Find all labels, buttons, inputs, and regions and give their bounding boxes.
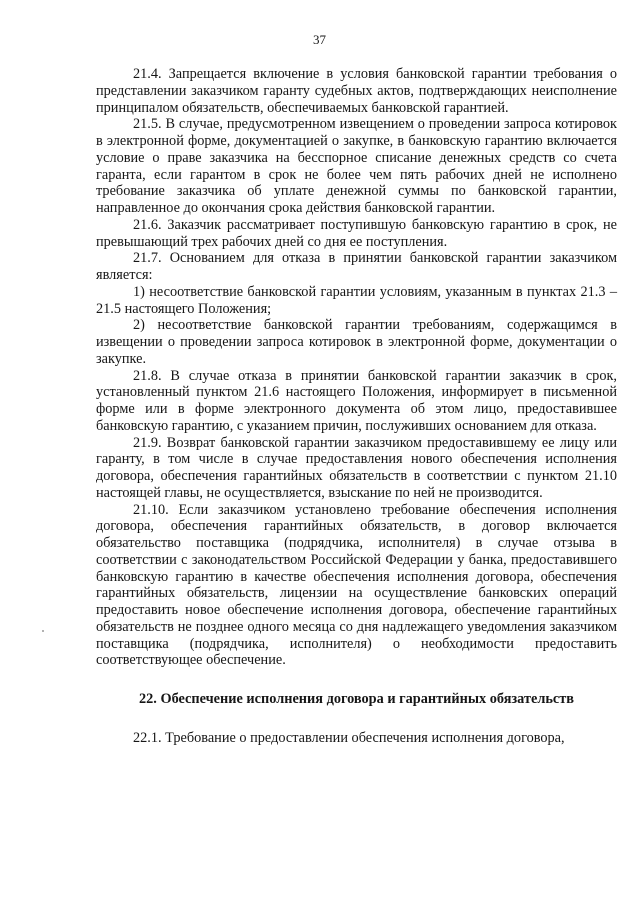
document-body [96,66,617,747]
section-heading: 22. Обеспечение исполнения договора и гарантийных обязательств [139,691,574,707]
paragraph-21-10: 21.10. Если заказчиком установлено требование обеспечения исполнения договора, обеспечения гарантийных обязательств, в договор включается обязательство поставщика (подрядчика, исполнителя) в случае отзыва в соответствии с законодательством Российской Федерации у банка, предоставившего банковскую гарантию в качестве обеспечения исполнения договора, обеспечения гарантийных обязательств, лицензии на осуществление банковских операций предоставить новое обеспечение исполнения договора, обеспечение гарантийных обязательств не позднее одного месяца со дня надлежащего уведомления заказчиком поставщика (подрядчика, исполнителя) о необходимости предоставить соответствующее обеспечение. [96,501,617,669]
paragraph-22-1: 22.1. Требование о предоставлении обеспечения исполнения договора, [133,729,565,746]
paragraph-21-9: 21.9. Возврат банковской гарантии заказчиком предоставившему ее лицу или гаранту, в том числе в случае предоставления нового обеспечения исполнения договора, обеспечения гарантийных обязательств в соответствии с пунктом 21.10 настоящей главы, не осуществляется, взыскание по ней не производится. [96,434,617,501]
paragraph-21-7: 21.7. Основанием для отказа в принятии банковской гарантии заказчиком является: [96,250,617,283]
paragraph-21-6: 21.6. Заказчик рассматривает поступившую банковскую гарантию в срок, не превышающий трех рабочих дней со дня ее поступления. [96,216,617,250]
list-item-2: 2) несоответствие банковской гарантии требованиям, содержащимся в извещении о проведении запроса котировок в электронной форме, документации о закупке. [96,317,617,367]
scan-speck [42,630,44,632]
page-number: 37 [313,32,326,47]
paragraph-21-5: 21.5. В случае, предусмотренном извещением о проведении запроса котировок в электронной форме, документацией о закупке, в банковскую гарантию включается условие о праве заказчика на бесспорное списание денежных средств со счета гаранта, если гарантом в срок не более чем пять рабочих дней не исполнено требование заказчика об уплате денежной суммы по банковской гарантии, направленное до окончания срока действия банковской гарантии. [96,116,617,216]
paragraph-21-4: 21.4. Запрещается включение в условия банковской гарантии требования о представлении заказчиком гаранту судебных актов, подтверждающих неисполнение принципалом обязательств, обеспечиваемых банковской гарантией. [96,66,617,116]
list-item-1: 1) несоответствие банковской гарантии условиям, указанным в пунктах 21.3 – 21.5 настоящего Положения; [96,283,617,317]
paragraph-21-8: 21.8. В случае отказа в принятии банковской гарантии заказчик в срок, установленный пунктом 21.6 настоящего Положения, информирует в письменной форме или в форме электронного документа об этом лицо, предоставившее банковскую гарантию, с указанием причин, послуживших основанием для отказа. [96,367,617,434]
